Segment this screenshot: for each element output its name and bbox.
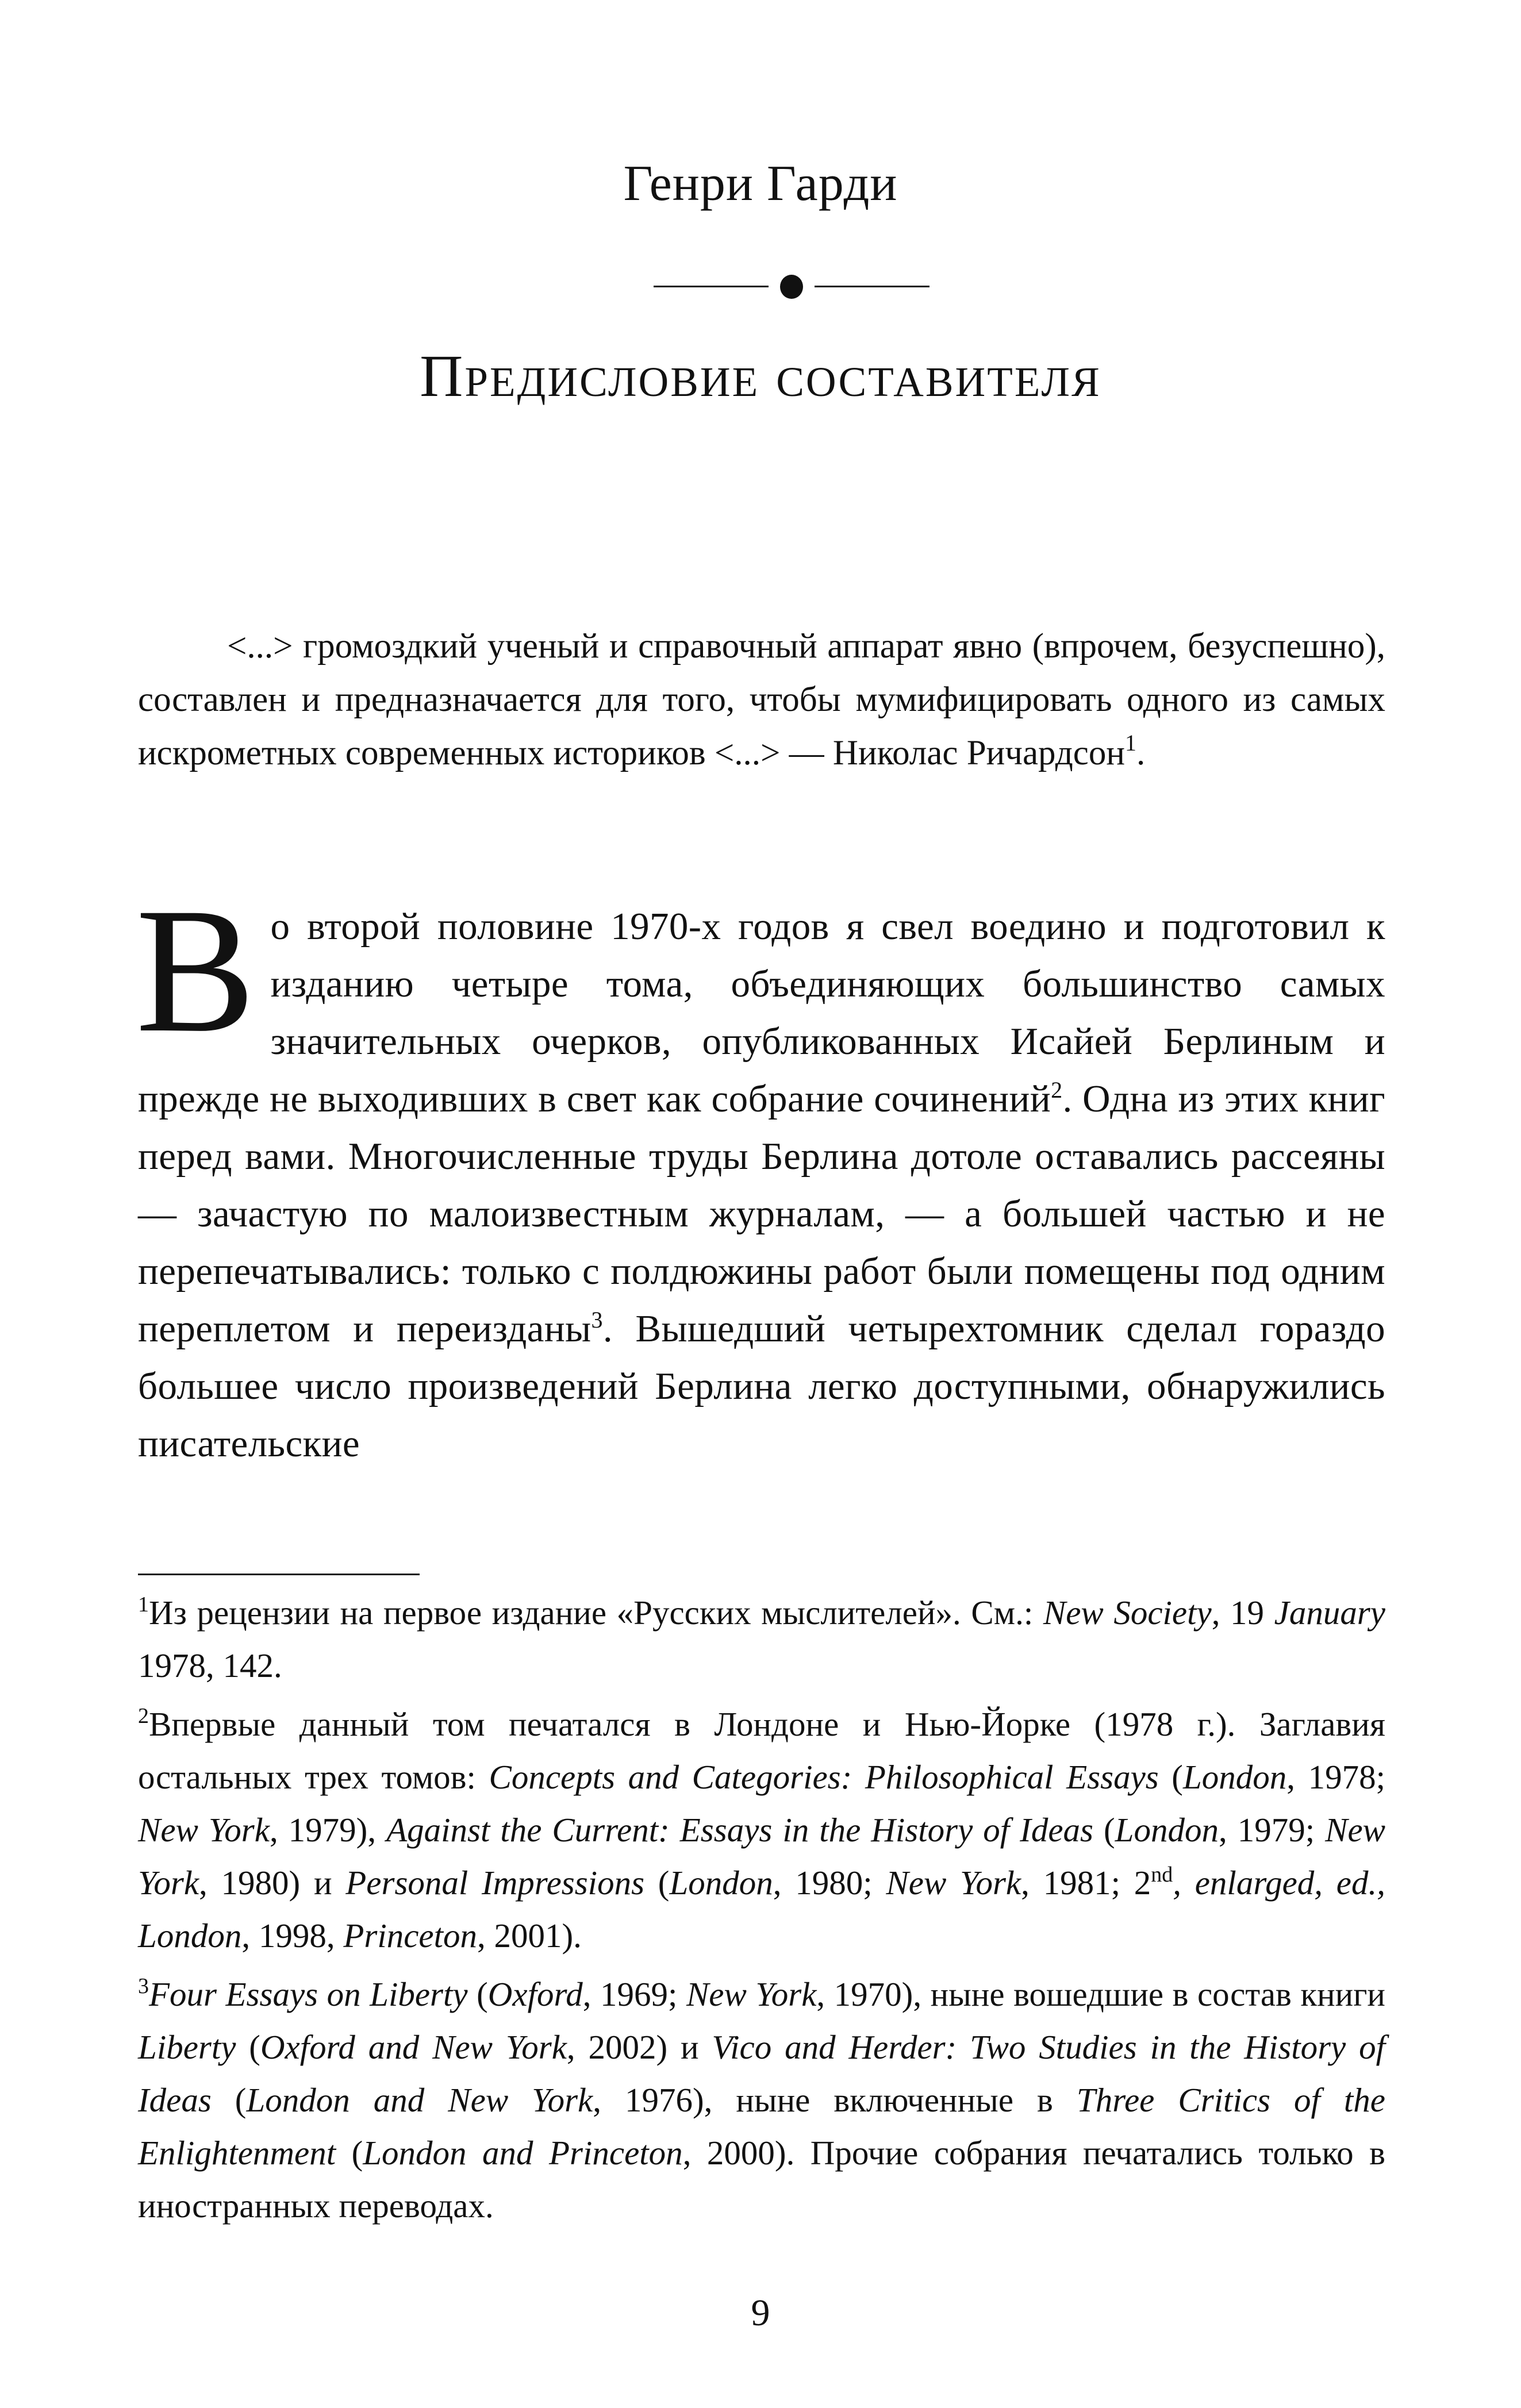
footnote-text: , 1979; xyxy=(1218,1811,1326,1849)
footnote-1 xyxy=(138,1586,1385,1692)
footnote-italic: Personal Impressions xyxy=(345,1864,645,1902)
footnote-ref-3: 3 xyxy=(591,1307,603,1333)
footnote-italic: London and Princeton xyxy=(363,2134,683,2172)
footnote-number: 3 xyxy=(138,1974,149,1998)
footnote-text: , 1980; xyxy=(773,1864,886,1902)
body-part-1: о второй половине 1970-х годов я свел воедино и подготовил к изданию четыре тома, объединяющих большинство самых значительных очерков, опубликованных Исайей Берлиным и прежде не выходивших в свет как собрание сочинений xyxy=(138,905,1385,1120)
footnote-italic: New York xyxy=(686,1975,817,2013)
footnote-text: , 2000). Прочие собрания печатались только в иностранных переводах. xyxy=(138,2134,1385,2225)
footnote-italic: New York xyxy=(886,1864,1021,1902)
footnote-text: , 1976), ныне включенные в xyxy=(593,2081,1077,2119)
footnote-italic: London xyxy=(669,1864,773,1902)
ornament-rule-right xyxy=(815,286,930,287)
body-paragraph xyxy=(136,871,1385,1472)
footnote-text: Впервые данный том печатался в Лондоне и Нью-Йорке (1978 г.). Заглавия остальных трех томов: xyxy=(138,1705,1385,1796)
body-text xyxy=(136,871,1385,1472)
ornament-rule-left xyxy=(654,286,769,287)
body-part-3: . Вышедший четырехтомник сделал гораздо большее число произведений Берлина легко доступными, обнаружились писательские xyxy=(138,1307,1385,1465)
footnote-italic: , enlarged, ed., London xyxy=(138,1864,1385,1955)
body-part-2: . Одна из этих книг перед вами. Многочисленные труды Берлина дотоле оставались рассеяны — зачастую по малоизвестным журналам, — а большей частью и не перепечатывались: только с полдюжины работ были помещены под одним переплетом и переизданы xyxy=(138,1078,1385,1350)
title-ornament xyxy=(654,275,930,298)
footnote-italic: Liberty xyxy=(138,2028,236,2066)
footnote-ref-1: 1 xyxy=(1124,730,1136,756)
footnote-text: ( xyxy=(467,1975,488,2013)
footnote-italic: Vico and Herder: Two Studies in the History of Ideas xyxy=(138,2028,1385,2119)
footnote-italic: Princeton xyxy=(343,1917,477,1955)
footnote-text: , 1979), xyxy=(269,1811,387,1849)
footnote-superscript: nd xyxy=(1151,1863,1173,1887)
footnote-text: , 1998, xyxy=(241,1917,344,1955)
footnote-number: 1 xyxy=(138,1592,149,1617)
footnote-ref-2: 2 xyxy=(1051,1077,1063,1103)
footnote-2 xyxy=(138,1698,1385,1962)
footnote-3 xyxy=(138,1968,1385,2232)
footnote-text: ( xyxy=(1158,1758,1183,1796)
drop-cap: В xyxy=(136,871,256,1070)
footnote-text: ( xyxy=(236,2028,260,2066)
footnote-text: ( xyxy=(211,2081,247,2119)
footnote-text: , 2002) и xyxy=(566,2028,712,2066)
footnote-text: , 2001). xyxy=(477,1917,582,1955)
footnote-italic: January xyxy=(1274,1594,1385,1632)
footnote-italic: New Society xyxy=(1043,1594,1212,1632)
footnote-italic: New York xyxy=(138,1811,270,1849)
footnotes xyxy=(138,1586,1385,2238)
page-number: 9 xyxy=(751,2292,770,2334)
footnote-italic: London xyxy=(1182,1758,1287,1796)
footnote-text: ( xyxy=(1093,1811,1115,1849)
epigraph xyxy=(138,620,1385,780)
footnote-text: Из рецензии на первое издание «Русских мыслителей». См.: xyxy=(149,1594,1043,1632)
footnote-text: ( xyxy=(336,2134,363,2172)
footnote-text: , 1980) и xyxy=(199,1864,346,1902)
epigraph-end: . xyxy=(1136,734,1146,772)
epigraph-text: <...> громоздкий ученый и справочный аппарат явно (впрочем, безуспешно), составлен и предназначается для того, чтобы мумифицировать одного из самых искрометных современных историков <...> — Николас Ричардсон xyxy=(138,627,1385,772)
footnote-italic: New York xyxy=(138,1811,1385,1902)
footnote-italic: Concepts and Categories: Philosophical Essays xyxy=(489,1758,1159,1796)
footnote-italic: Against the Current: Essays in the History of Ideas xyxy=(386,1811,1093,1849)
footnote-text: , 1970), ныне вошедшие в состав книги xyxy=(816,1975,1385,2013)
footnote-italic: Oxford and New York xyxy=(260,2028,567,2066)
footnote-italic: Three Critics of the Enlightenment xyxy=(138,2081,1385,2172)
footnote-text: , 1981; 2 xyxy=(1021,1864,1151,1902)
footnote-italic: London xyxy=(1115,1811,1219,1849)
ornament-dot xyxy=(780,275,803,299)
footnote-text: ( xyxy=(644,1864,670,1902)
epigraph-paragraph xyxy=(138,620,1385,780)
chapter-title: Предисловие составителя xyxy=(420,343,1101,409)
footnote-text: , 1978; xyxy=(1286,1758,1385,1796)
footnote-text: , 19 xyxy=(1211,1594,1274,1632)
footnote-italic: London and New York xyxy=(246,2081,593,2119)
footnote-italic: Oxford xyxy=(487,1975,583,2013)
footnote-divider xyxy=(138,1574,420,1575)
footnote-italic: Four Essays on Liberty xyxy=(149,1975,468,2013)
footnote-text: 1978, 142. xyxy=(138,1647,282,1684)
author-name: Генри Гарди xyxy=(623,156,898,211)
footnote-text: , 1969; xyxy=(582,1975,686,2013)
footnote-number: 2 xyxy=(138,1704,149,1728)
